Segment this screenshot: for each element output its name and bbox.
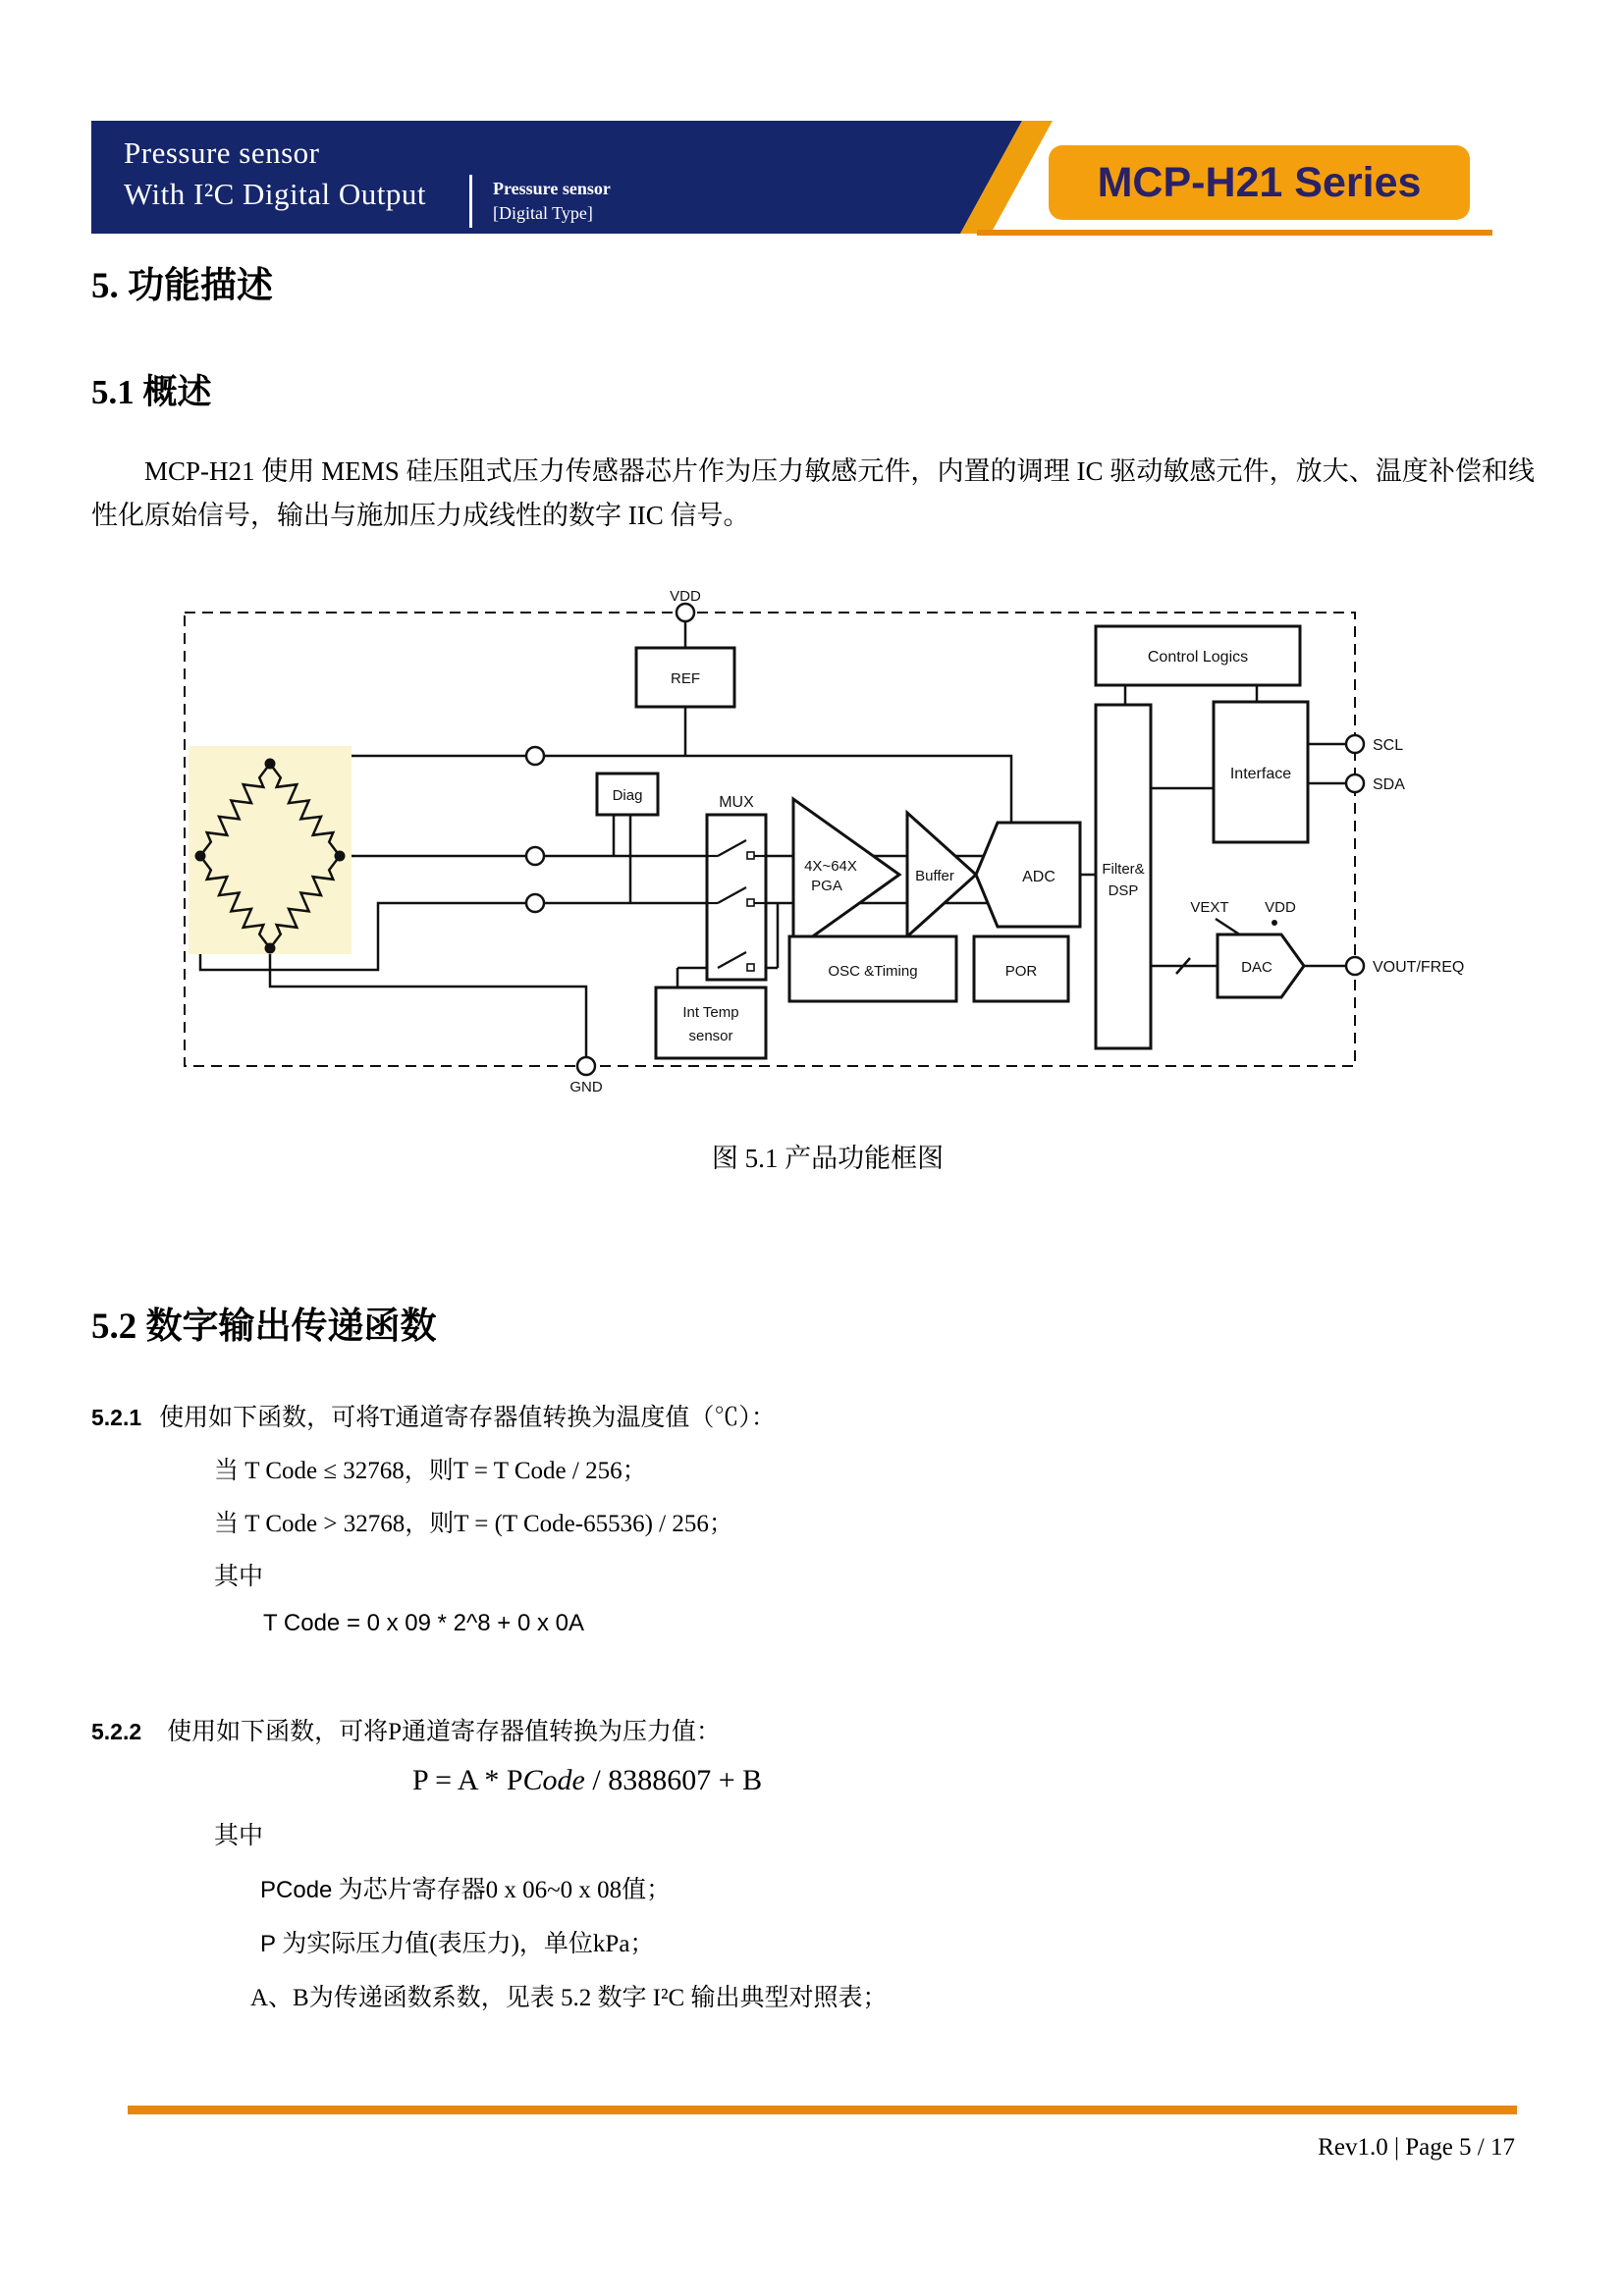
vout-pad	[1346, 957, 1364, 975]
t-case2: 当 T Code > 32768，则T = (T Code-65536) / 256；	[214, 1511, 733, 1537]
filter-dsp-label-2: DSP	[1108, 882, 1139, 899]
section-5-2-2-number: 5.2.2	[91, 1719, 142, 1744]
series-badge	[1049, 145, 1470, 220]
p-formula	[412, 1764, 762, 1797]
pcode-desc: 为芯片寄存器0 x 06~0 x 08值；	[332, 1877, 672, 1903]
sda-pad	[1346, 774, 1364, 792]
t-case1: 当 T Code ≤ 32768，则T = T Code / 256；	[214, 1458, 647, 1484]
gnd-pad	[577, 1057, 595, 1075]
section-5-2-2-intro: 使用如下函数，可将P通道寄存器值转换为压力值：	[167, 1719, 722, 1745]
block-diagram	[177, 587, 1522, 1097]
section-5-1-number: 5.1	[91, 373, 135, 411]
p-formula-suffix: / 8388607 + B	[584, 1764, 763, 1796]
ab-definition: A、B为传递函数系数，见表 5.2 数字 I²C 输出典型对照表；	[250, 1985, 888, 2011]
header-subtitle-line1: Pressure sensor	[493, 179, 611, 198]
p-definition	[260, 1924, 654, 1959]
diag-label: Diag	[612, 787, 643, 804]
adc-label: ADC	[1022, 869, 1056, 885]
section-5-number: 5.	[91, 266, 119, 306]
p-formula-prefix: P = A * P	[412, 1764, 523, 1796]
section-5-2-heading	[91, 1296, 437, 1349]
section-5-2-number: 5.2	[91, 1307, 137, 1347]
t-where-label: 其中	[214, 1564, 264, 1590]
bridge-highlight	[189, 746, 352, 954]
mux-block	[707, 815, 766, 980]
section-5-2-1-intro-row	[91, 1398, 776, 1433]
int-temp-label-1: Int Temp	[682, 1004, 739, 1021]
dac-label: DAC	[1241, 959, 1272, 976]
header-title-line1: Pressure sensor	[124, 135, 320, 170]
buffer-label: Buffer	[915, 868, 954, 884]
section-5-2-title: 数字输出传递函数	[145, 1306, 437, 1346]
section-5-2-1-number: 5.2.1	[91, 1405, 142, 1430]
p-where-label: 其中	[214, 1823, 264, 1849]
p-desc: 为实际压力值(表压力)，单位kPa；	[276, 1931, 655, 1957]
vdd-select-label: VDD	[1265, 899, 1296, 916]
vout-freq-label: VOUT/FREQ	[1373, 959, 1465, 976]
header-orange-rule	[977, 230, 1492, 236]
osc-label: OSC &Timing	[828, 963, 918, 980]
pga-label-1: 4X~64X	[804, 858, 857, 875]
int-temp-block	[656, 988, 766, 1058]
header-subtitle-line2: [Digital Type]	[493, 203, 593, 223]
filter-dsp-label-1: Filter&	[1102, 861, 1145, 878]
pga-label-2: PGA	[811, 878, 842, 894]
figure-caption: 图 5.1 产品功能框图	[711, 1144, 945, 1173]
interface-label: Interface	[1229, 766, 1292, 782]
header-divider	[469, 175, 472, 228]
vdd-pad	[677, 604, 694, 621]
scl-pad	[1346, 735, 1364, 753]
t-code-formula: T Code = 0 x 09 * 2^8 + 0 x 0A	[263, 1610, 585, 1636]
pga-block	[793, 799, 899, 950]
pcode-definition	[260, 1870, 671, 1905]
vdd-label: VDD	[670, 588, 701, 605]
gnd-label: GND	[569, 1079, 603, 1095]
diagram-wires	[200, 621, 1346, 1058]
ref-label: REF	[671, 670, 700, 687]
pcode-term: PCode	[260, 1877, 333, 1903]
series-badge-label: MCP-H21 Series	[1097, 158, 1422, 206]
section-5-title: 功能描述	[128, 265, 273, 305]
footer-rule	[128, 2106, 1517, 2114]
mux-label: MUX	[719, 794, 754, 811]
header-title-line2: With I²C Digital Output	[124, 177, 426, 211]
section-5-1-heading	[91, 365, 212, 414]
section-5-1-paragraph: MCP-H21 使用 MEMS 硅压阻式压力传感器芯片作为压力敏感元件，内置的调理 IC 驱动敏感元件，放大、温度补偿和线性化原始信号，输出与施加压力成线性的数字 IIC 信号。	[91, 456, 1535, 530]
p-term: P	[260, 1931, 277, 1957]
section-5-2-2-intro-row	[91, 1712, 721, 1747]
por-label: POR	[1004, 963, 1038, 980]
control-logics-label: Control Logics	[1147, 649, 1249, 666]
section-5-2-1-intro: 使用如下函数，可将T通道寄存器值转换为温度值（℃）：	[159, 1405, 776, 1431]
p-formula-italic: Code	[522, 1764, 585, 1796]
scl-label: SCL	[1373, 737, 1404, 754]
section-5-1-title: 概述	[142, 373, 212, 411]
vdd-select-contact	[1272, 920, 1277, 926]
sda-label: SDA	[1373, 776, 1405, 793]
section-5-heading	[91, 255, 273, 308]
int-temp-label-2: sensor	[688, 1028, 733, 1044]
vext-label: VEXT	[1190, 899, 1229, 916]
footer-page-info: Rev1.0 | Page 5 / 17	[1318, 2134, 1515, 2161]
